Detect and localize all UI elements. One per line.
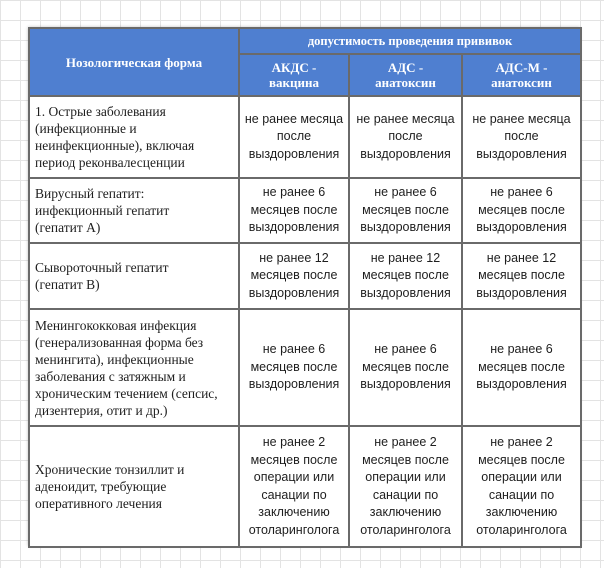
- table-row: [29, 178, 581, 243]
- row-form-cell: Вирусный гепатит: инфекционный гепатит (гепатит А): [29, 178, 239, 243]
- row-form-cell: Хронические тонзиллит и аденоидит, требующие оперативного лечения: [29, 426, 239, 547]
- ads-m-cell: не ранее 6 месяцев после выздоровления: [462, 178, 581, 243]
- akds-cell: не ранее 6 месяцев после выздоровления: [239, 309, 349, 426]
- header-akds-vaccine: АКДС - вакцина: [239, 54, 349, 96]
- ads-cell: не ранее 6 месяцев после выздоровления: [349, 309, 462, 426]
- row-form-cell: 1. Острые заболевания (инфекционные и неинфекционные), включая период реконвалесценции: [29, 96, 239, 178]
- header-nosological-form: Нозологическая форма: [29, 28, 239, 96]
- ads-cell: не ранее 2 месяцев после операции или санации по заключению отоларинголога: [349, 426, 462, 547]
- table-row: [29, 243, 581, 309]
- header-vaccination-admissibility: допустимость проведения прививок: [239, 28, 581, 54]
- row-form-cell: Менингококковая инфекция (генерализованная форма без менингита), инфекционные заболевания с затяжным и хроническим течением (сепсис, дизентерия, отит и др.): [29, 309, 239, 426]
- akds-cell: не ранее 12 месяцев после выздоровления: [239, 243, 349, 309]
- ads-m-cell: не ранее месяца после выздоровления: [462, 96, 581, 178]
- ads-cell: не ранее 6 месяцев после выздоровления: [349, 178, 462, 243]
- table-row: [29, 426, 581, 547]
- vaccination-table-sheet: [28, 27, 580, 546]
- header-ads-anatoxin: АДС - анатоксин: [349, 54, 462, 96]
- vaccination-contraindications-table: [28, 27, 582, 548]
- ads-cell: не ранее месяца после выздоровления: [349, 96, 462, 178]
- table-row: [29, 96, 581, 178]
- akds-cell: не ранее месяца после выздоровления: [239, 96, 349, 178]
- ads-cell: не ранее 12 месяцев после выздоровления: [349, 243, 462, 309]
- row-form-cell: Сывороточный гепатит (гепатит В): [29, 243, 239, 309]
- ads-m-cell: не ранее 12 месяцев после выздоровления: [462, 243, 581, 309]
- ads-m-cell: не ранее 6 месяцев после выздоровления: [462, 309, 581, 426]
- ads-m-cell: не ранее 2 месяцев после операции или санации по заключению отоларинголога: [462, 426, 581, 547]
- table-row: [29, 309, 581, 426]
- akds-cell: не ранее 2 месяцев после операции или санации по заключению отоларинголога: [239, 426, 349, 547]
- header-ads-m-anatoxin: АДС-М - анатоксин: [462, 54, 581, 96]
- akds-cell: не ранее 6 месяцев после выздоровления: [239, 178, 349, 243]
